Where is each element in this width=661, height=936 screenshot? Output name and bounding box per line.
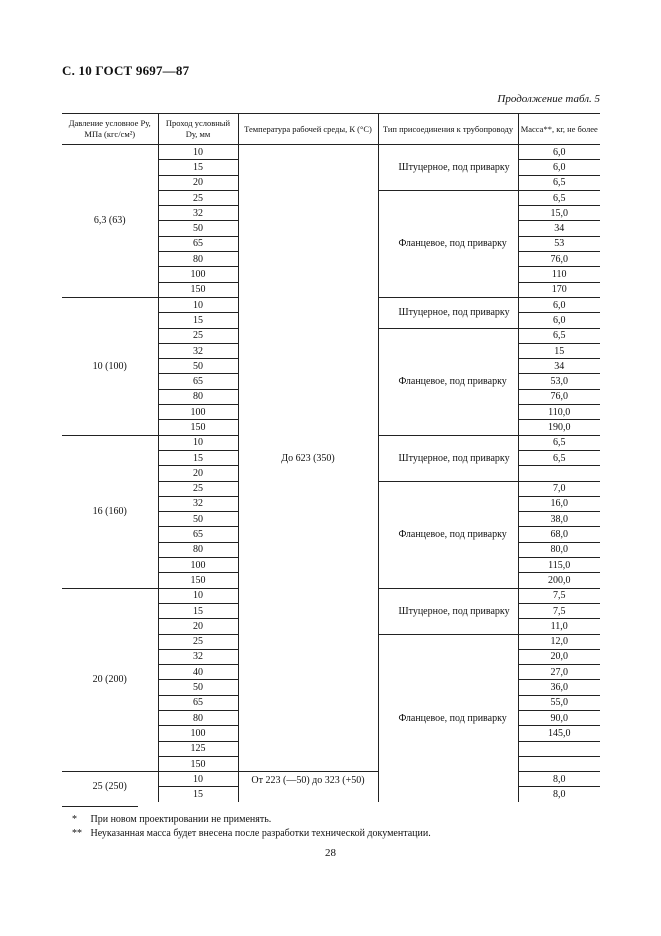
mass-cell: 8,0 [518, 772, 600, 787]
connection-type-cell: Штуцерное, под приварку [378, 297, 518, 328]
pressure-cell: 25 (250) [62, 772, 158, 802]
mass-cell: 6,5 [518, 435, 600, 450]
mass-cell: 20,0 [518, 649, 600, 664]
mass-cell: 27,0 [518, 665, 600, 680]
diameter-cell: 100 [158, 726, 238, 741]
page-header: С. 10 ГОСТ 9697—87 [62, 63, 190, 78]
diameter-cell: 50 [158, 512, 238, 527]
pressure-cell: 6,3 (63) [62, 145, 158, 298]
diameter-cell: 150 [158, 756, 238, 771]
diameter-cell: 50 [158, 680, 238, 695]
diameter-cell: 150 [158, 420, 238, 435]
mass-cell: 6,0 [518, 160, 600, 175]
diameter-cell: 50 [158, 359, 238, 374]
mass-cell: 8,0 [553, 789, 566, 801]
mass-cell: 34 [518, 221, 600, 236]
diameter-cell: 10 [158, 588, 238, 603]
connection-type-cell: Фланцевое, под приварку [378, 328, 518, 435]
diameter-cell: 10 [158, 772, 238, 787]
mass-cell: 12,0 [518, 634, 600, 649]
header-mass: Масса**, кг, не более [518, 114, 600, 145]
connection-type-cell: Штуцерное, под приварку [378, 435, 518, 481]
diameter-cell: 10 [158, 145, 238, 160]
temperature-cell: До 623 (350) [238, 145, 378, 772]
mass-cell [518, 756, 600, 771]
header-temperature: Температура рабочей среды, К (°С) [238, 114, 378, 145]
mass-cell: 15,0 [518, 206, 600, 221]
diameter-cell: 10 [158, 297, 238, 312]
header-connection: Тип присоединения к трубопроводу [378, 114, 518, 145]
table-body [62, 145, 600, 802]
mass-cell: 76,0 [518, 252, 600, 267]
mass-cell: 15 [518, 343, 600, 358]
table-continuation-label: Продолжение табл. 5 [497, 93, 600, 105]
mass-cell: 36,0 [518, 680, 600, 695]
diameter-cell: 80 [158, 389, 238, 404]
mass-cell: 55,0 [518, 695, 600, 710]
mass-cell: 6,5 [518, 450, 600, 465]
diameter-cell: 25 [158, 481, 238, 496]
diameter-cell: 150 [158, 573, 238, 588]
diameter-cell: 50 [158, 221, 238, 236]
mass-cell: 6,5 [518, 175, 600, 190]
diameter-cell: 20 [158, 175, 238, 190]
mass-cell: 7,5 [518, 603, 600, 618]
mass-cell: 68,0 [518, 527, 600, 542]
mass-cell: 115,0 [518, 558, 600, 573]
mass-cell: 34 [518, 359, 600, 374]
mass-cell: 6,0 [518, 297, 600, 312]
footnote-1 [62, 813, 622, 827]
footnote-2 [62, 827, 622, 841]
mass-cell: 90,0 [518, 710, 600, 725]
diameter-cell: 100 [158, 558, 238, 573]
connection-type-cell: Фланцевое, под приварку [378, 634, 518, 802]
mass-cell: 110,0 [518, 405, 600, 420]
diameter-cell: 150 [158, 282, 238, 297]
footnote-divider [62, 806, 138, 807]
header-pressure: Давление условное Pу, МПа (кгс/см²) [62, 114, 158, 145]
mass-cell: 6,5 [518, 328, 600, 343]
diameter-cell: 15 [158, 313, 238, 328]
diameter-cell: 40 [158, 665, 238, 680]
diameter-cell: 15 [158, 450, 238, 465]
diameter-cell: 15 [158, 787, 238, 802]
connection-type-cell: Штуцерное, под приварку [378, 588, 518, 634]
footnotes [62, 806, 622, 840]
footnote-mark: ** [72, 827, 82, 839]
mass-cell: 190,0 [518, 420, 600, 435]
mass-cell [518, 466, 600, 481]
diameter-cell: 32 [158, 496, 238, 511]
diameter-cell: 32 [158, 343, 238, 358]
table-row [62, 145, 600, 160]
mass-cell: 11,0 [518, 619, 600, 634]
pressure-cell: 10 (100) [62, 297, 158, 435]
footnote-mark: * [72, 814, 77, 825]
footnote-text: При новом проектировании не применять. [90, 814, 272, 825]
mass-cell: 6,5 [518, 190, 600, 205]
footnote-text: Неуказанная масса будет внесена после разработки технической документации. [90, 827, 431, 839]
mass-cell: 110 [518, 267, 600, 282]
page-number: 28 [325, 847, 336, 859]
diameter-cell: 65 [158, 236, 238, 251]
diameter-cell: 100 [158, 405, 238, 420]
diameter-cell: 15 [158, 603, 238, 618]
mass-cell: 6,0 [518, 313, 600, 328]
diameter-cell: 20 [158, 466, 238, 481]
connection-type-cell: Штуцерное, под приварку [378, 145, 518, 191]
diameter-cell: 15 [158, 160, 238, 175]
mass-cell: 80,0 [518, 542, 600, 557]
temperature-cell: От 223 (—50) до 323 (+50) [238, 772, 378, 802]
valve-spec-table [62, 113, 600, 802]
diameter-cell: 25 [158, 190, 238, 205]
diameter-cell: 80 [158, 252, 238, 267]
diameter-cell: 100 [158, 267, 238, 282]
mass-cell: 76,0 [518, 389, 600, 404]
header-diameter: Проход условный Dу, мм [158, 114, 238, 145]
connection-type-cell: Фланцевое, под приварку [378, 481, 518, 588]
diameter-cell: 80 [158, 542, 238, 557]
diameter-cell: 32 [158, 206, 238, 221]
connection-type-cell: Фланцевое, под приварку [378, 190, 518, 297]
diameter-cell: 65 [158, 695, 238, 710]
diameter-cell: 10 [158, 435, 238, 450]
mass-cell [518, 741, 600, 756]
mass-cell: 53,0 [518, 374, 600, 389]
mass-cell: 53 [518, 236, 600, 251]
diameter-cell: 65 [158, 527, 238, 542]
mass-cell: 38,0 [518, 512, 600, 527]
diameter-cell: 20 [158, 619, 238, 634]
mass-cell: 16,0 [518, 496, 600, 511]
diameter-cell: 25 [158, 328, 238, 343]
mass-cell: 7,0 [518, 481, 600, 496]
diameter-cell: 25 [158, 634, 238, 649]
mass-cell: 145,0 [518, 726, 600, 741]
table-row [62, 772, 600, 787]
mass-cell: 170 [518, 282, 600, 297]
mass-cell: 6,0 [518, 145, 600, 160]
diameter-cell: 125 [158, 741, 238, 756]
mass-cell: 7,5 [518, 588, 600, 603]
mass-cell: 200,0 [518, 573, 600, 588]
diameter-cell: 32 [158, 649, 238, 664]
pressure-cell: 16 (160) [62, 435, 158, 588]
diameter-cell: 80 [158, 710, 238, 725]
diameter-cell: 65 [158, 374, 238, 389]
pressure-cell: 20 (200) [62, 588, 158, 772]
